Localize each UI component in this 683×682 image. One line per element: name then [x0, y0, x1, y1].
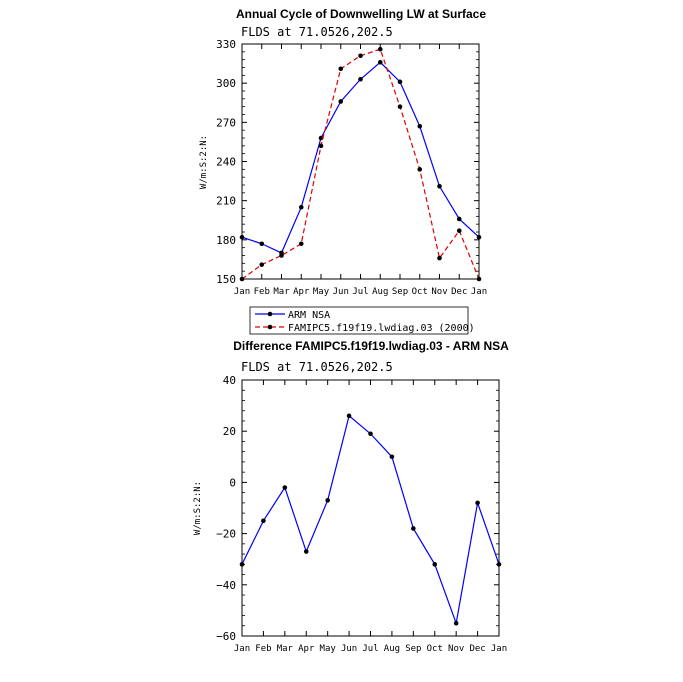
x-tick-label: Mar: [273, 287, 290, 297]
x-tick-label: Jul: [362, 644, 379, 654]
x-tick-label: Jan: [233, 287, 251, 297]
series-1-point: [259, 262, 264, 267]
chart1-subtitle: FLDS at 71.0526,202.5: [241, 25, 393, 39]
y-tick-label: 40: [222, 374, 236, 387]
legend-label-model: FAMIPC5.f19f19.lwdiag.03 (2000): [288, 323, 475, 334]
x-tick-label: Mar: [276, 644, 293, 654]
x-tick-label: Jan: [490, 644, 508, 654]
series-0-point: [475, 501, 480, 506]
series-1-point: [457, 228, 462, 233]
y-tick-label: 270: [216, 116, 236, 130]
y-tick-label: 300: [216, 77, 236, 91]
series-line-1: [242, 49, 479, 279]
series-0-point: [358, 77, 363, 82]
series-line-0: [242, 62, 479, 253]
y-tick-label: 150: [216, 273, 236, 286]
legend-marker-arm: [268, 312, 273, 317]
series-1-point: [319, 144, 324, 149]
y-tick-label: 20: [222, 425, 236, 439]
x-tick-label: May: [312, 287, 330, 297]
series-0-point: [398, 80, 403, 85]
legend-label-arm: ARM NSA: [288, 310, 331, 321]
y-tick-label: 240: [216, 155, 236, 169]
chart2-title: Difference FAMIPC5.f19f19.lwdiag.03 - ARM NSA: [233, 339, 509, 353]
x-tick-label: Oct: [426, 644, 443, 654]
series-0-point: [299, 205, 304, 210]
y-tick-label: 180: [216, 233, 236, 247]
series-0-point: [304, 549, 309, 554]
x-tick-label: Jun: [340, 644, 358, 654]
x-tick-label: Jan: [233, 644, 251, 654]
chart2-ylabel: W/m:S:2:N:: [193, 480, 203, 536]
series-0-point: [390, 455, 395, 460]
series-1-point: [398, 104, 403, 109]
x-tick-label: Sep: [405, 644, 422, 654]
x-tick-label: Dec: [451, 287, 468, 297]
series-0-point: [411, 526, 416, 531]
y-tick-label: −60: [216, 630, 236, 643]
series-0-point: [437, 184, 442, 189]
x-tick-label: Sep: [391, 287, 409, 297]
series-1-point: [338, 67, 343, 72]
x-tick-label: Aug: [383, 644, 401, 654]
chart1-legend: [250, 307, 475, 334]
series-0-point: [457, 217, 462, 222]
x-tick-label: Feb: [253, 287, 270, 297]
x-tick-label: Apr: [293, 287, 310, 297]
series-1-point: [279, 253, 284, 258]
y-tick-label: −20: [216, 527, 236, 541]
series-0-point: [283, 485, 288, 490]
y-tick-label: 0: [229, 476, 236, 490]
series-0-point: [325, 498, 330, 503]
x-tick-label: Dec: [469, 644, 486, 654]
difference-chart: [193, 339, 509, 654]
x-tick-label: Nov: [431, 287, 448, 297]
series-1-point: [358, 53, 363, 58]
series-1-point: [437, 256, 442, 261]
chart1-ylabel: W/m:S:2:N:: [199, 134, 209, 190]
y-tick-label: −40: [216, 578, 236, 592]
x-tick-label: Feb: [255, 644, 272, 654]
series-1-point: [299, 241, 304, 246]
x-tick-label: Jan: [470, 287, 488, 297]
x-tick-label: Aug: [372, 287, 389, 297]
series-0-point: [432, 562, 437, 567]
x-tick-label: May: [319, 644, 336, 654]
series-0-point: [261, 519, 266, 524]
annual-cycle-chart: [199, 7, 487, 334]
x-tick-label: Oct: [411, 287, 428, 297]
y-tick-label: 210: [216, 194, 236, 208]
series-0-point: [454, 621, 459, 626]
x-tick-label: Nov: [448, 644, 465, 654]
x-tick-label: Jul: [352, 287, 369, 297]
series-1-point: [417, 167, 422, 172]
series-1-point: [378, 47, 383, 52]
series-0-point: [417, 124, 422, 129]
series-line-0: [242, 416, 499, 623]
x-tick-label: Jun: [332, 287, 349, 297]
chart2-subtitle: FLDS at 71.0526,202.5: [241, 360, 393, 374]
y-tick-label: 330: [216, 38, 236, 51]
series-0-point: [347, 414, 352, 419]
series-0-point: [368, 431, 373, 436]
series-0-point: [259, 241, 264, 246]
series-0-point: [338, 99, 343, 104]
series-0-point: [378, 60, 383, 65]
chart1-title: Annual Cycle of Downwelling LW at Surface: [235, 7, 487, 21]
legend-marker-model: [268, 325, 273, 330]
x-tick-label: Apr: [298, 644, 315, 654]
